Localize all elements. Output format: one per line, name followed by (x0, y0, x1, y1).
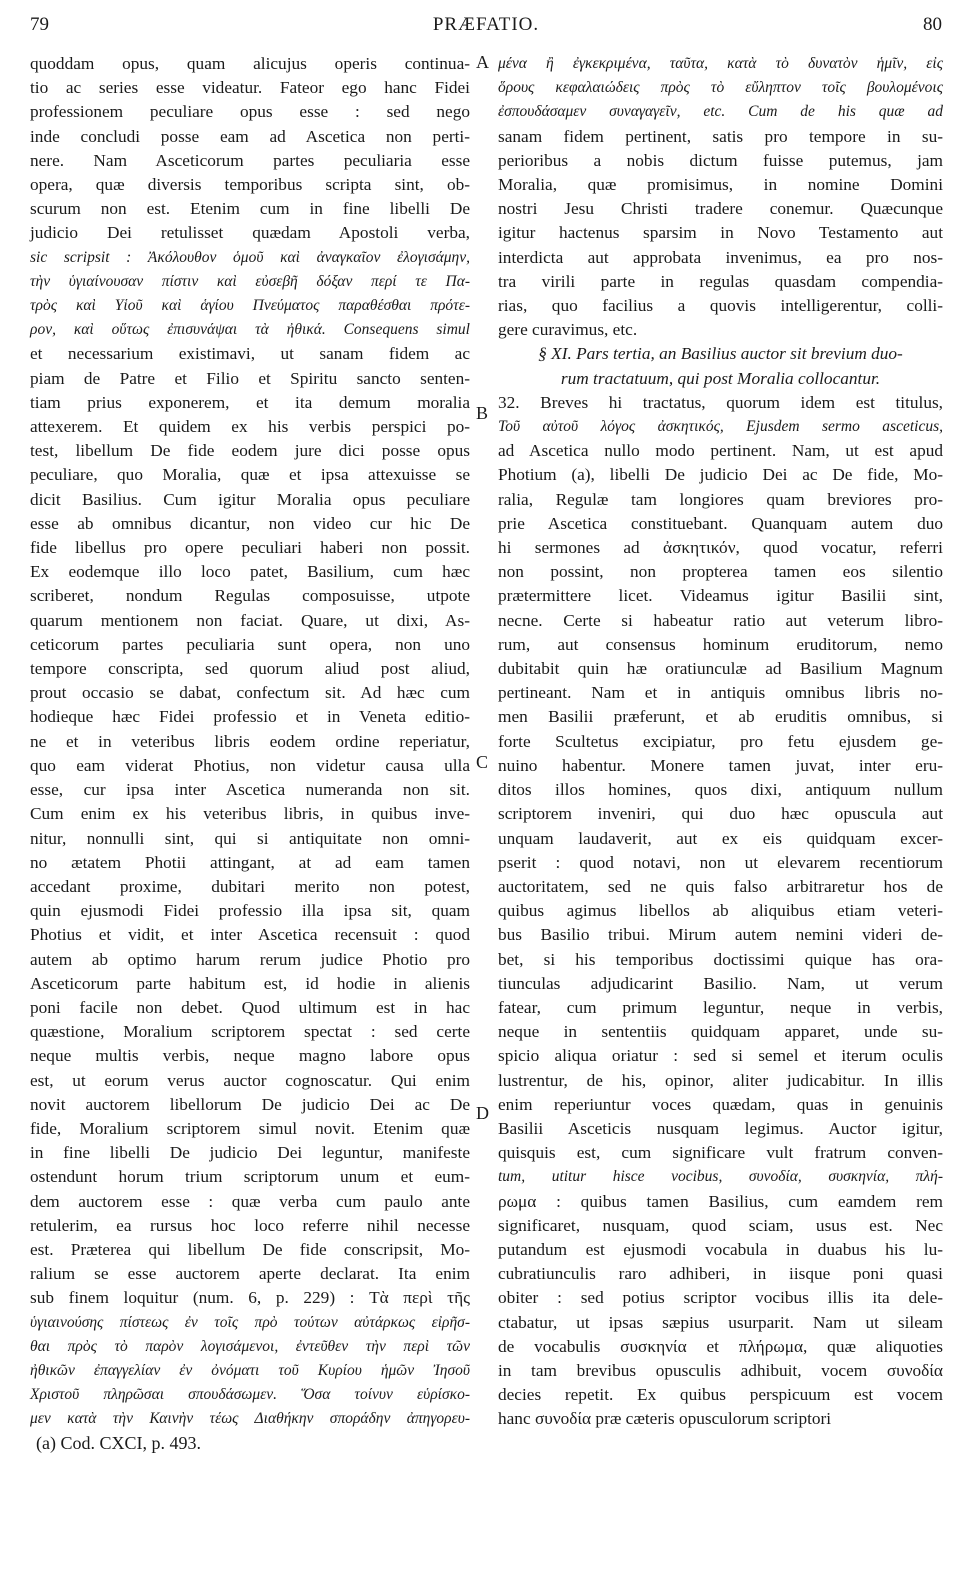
left-column-line: hodieque hæc Fidei professio et in Veneta editio- (30, 707, 470, 727)
page-header (30, 14, 942, 44)
left-column-line: Cum enim ex his veteribus libris, in quibus inve- (30, 804, 470, 824)
right-column-line: Moralia, quæ promisimus, in nomine Domini (498, 175, 943, 195)
right-column-line: nostri Jesu Christi tradere conemur. Quæcunque (498, 199, 943, 219)
left-column-line: nere. Nam Asceticorum partes peculiaria esse (30, 150, 470, 170)
left-column-line: μεν κατὰ τὴν Καινὴν τέως Διαθήκην σποράδην ἀπηγορευ- (30, 1410, 470, 1428)
left-column-line: judicio Dei retulisset quædam Apostoli verba, (30, 223, 470, 243)
left-column-line: dem auctorem esse : quæ verba cum paulo ante (30, 1191, 470, 1211)
left-column-line: scriberet, nondum Regulas composuisse, utpote (30, 586, 470, 606)
right-column-line: putandum est ejusmodi vocabula in duabus his lu- (498, 1239, 943, 1259)
right-column-line: pserit : quod notavi, non ut elevarem recentiorum (498, 852, 943, 872)
margin-letter-b: B (476, 403, 489, 423)
left-column-line: fide, Moralium scriptorem simul novit. Etenim quæ (30, 1118, 470, 1138)
right-column-line: forte Scultetus excipiatur, pro fetu ejusdem ge- (498, 731, 943, 751)
left-column-line: Asceticorum parte habitum est, id hodie in alienis (30, 973, 470, 993)
right-column-line: ditos illos homines, quos dixi, antiquum nullum (498, 780, 943, 800)
left-column-line: peculiare, quo Moralia, quæ et ipsa attexuisse se (30, 465, 470, 485)
right-column-line: μένα ἢ ἐγκεκριμένα, ταῦτα, κατὰ τὸ δυνατὸν ἡμῖν, εἰς (498, 55, 943, 72)
left-column-line: professionem peculiare opus esse : sed nego (30, 102, 470, 122)
left-column-line: τρὸς καὶ Υἱοῦ καὶ ἁγίου Πνεύματος παραθέσθαι πρότε- (30, 297, 470, 315)
left-column-line: quoddam opus, quam alicujus operis continua- (30, 54, 470, 73)
right-column-line: Τοῦ αὐτοῦ λόγος ἀσκητικός, Ejusdem sermo asceticus, (498, 418, 943, 436)
right-column-line: in tam brevibus opusculis adhibuit, vocem συνοδία (498, 1360, 943, 1380)
right-column-line: gere curavimus, etc. (498, 320, 638, 340)
left-column-line: dicit Basilius. Cum igitur Moralia opus peculiare (30, 489, 470, 509)
left-column-line: ralium se esse auctorem aperte declarat. Ita enim (30, 1264, 470, 1284)
right-column-line: bus Basilio tribui. Mirum autem nemini videri de- (498, 925, 943, 945)
right-column-line: ὅρους κεφαλαιώδεις πρὸς τὸ εὔληπτον τοῖς βουλομένοις (498, 79, 943, 97)
left-column-line: test, libellum De fide eodem jure dici posse opus (30, 441, 470, 461)
right-column-line: bet, si his temporibus doctissimi quique has ora- (498, 949, 943, 969)
right-column-line: ρωμα : quibus tamen Basilius, cum eamdem rem (498, 1191, 943, 1211)
running-title: PRÆFATIO. (432, 14, 540, 35)
right-column (498, 52, 943, 1432)
left-column-line: scurum non est. Etenim cum in fine libelli De (30, 199, 470, 219)
margin-letter-c: C (476, 752, 489, 772)
page-number-left: 79 (30, 14, 49, 35)
right-column-line: cubratiunculis raro adhiberi, in iisque poni quasi (498, 1264, 943, 1284)
left-column-line: Χριστοῦ πληρῶσαι σπουδάσωμεν. Ὅσα τοίνυν εὑρίσκο- (30, 1386, 470, 1404)
left-column-line: inde concludi posse eam ad Ascetica non perti- (30, 126, 470, 146)
right-column-line: prie Ascetica constituebant. Quanquam autem duo (498, 513, 943, 533)
right-column-line: necne. Certe si habeatur ratio aut veterum libro- (498, 610, 943, 630)
left-column-line: neque multis verbis, neque magno labore opus (30, 1046, 470, 1066)
margin-letter-a: A (476, 52, 489, 72)
left-column-line: accedant proxime, dubitari merito non potest, (30, 876, 470, 896)
left-column-line: ὑγιαινούσης πίστεως ἐν τοῖς πρὸ τούτων αὐτάρκως εἰρῆσ- (30, 1313, 470, 1331)
right-column-line: Basilii Asceticis nusquam legimus. Auctor igitur, (498, 1118, 943, 1138)
right-column-line: spicio aliqua oriatur : sed si semel et iterum oculis (498, 1046, 943, 1066)
right-column-line: de vocabulis συσκηνία et πλήρωμα, quæ aliquoties (498, 1336, 943, 1356)
left-column-line: Photius et vidit, et inter Ascetica recensuit : quod (30, 925, 470, 945)
right-column-line: interdicta aut approbata invenimus, ea pro nos- (498, 247, 943, 267)
right-column-line: 32. Breves hi tractatus, quorum idem est titulus, (498, 392, 943, 412)
left-column-line: no ætatem Photii attingant, at ad eam tamen (30, 852, 470, 872)
right-column-line: lustrentur, de his, opinor, aliter judicabitur. In illis (498, 1070, 943, 1090)
left-column-line: quo eam viderat Photius, non videtur causa ulla (30, 755, 470, 775)
right-column-line: prætermittere licet. Videamus igitur Basilii sint, (498, 586, 943, 606)
left-column-line: tio ac series esse videatur. Fateor ego hanc Fidei (30, 78, 470, 98)
left-column (30, 52, 470, 1432)
right-column-line: nuino habentur. Monere tamen juvat, inter eru- (498, 755, 943, 775)
left-column-line: est. Præterea qui libellum De fide conscripsit, Mo- (30, 1239, 470, 1259)
left-column-line: ρον, καὶ οὕτως ἐπισυνάψαι τὰ ἠθικά. Consequens simul (30, 321, 470, 339)
right-column-line: ctabatur, ut ipsas sæpius usurparit. Nam ut sileam (498, 1312, 943, 1332)
left-column-line: tempore conscripta, sed quorum aliud post aliud, (30, 659, 470, 679)
left-column-line: novit auctorem libellorum De judicio Dei ac De (30, 1094, 470, 1114)
right-column-line: decies repetit. Ex quibus perspicuum est vocem (498, 1385, 943, 1405)
left-column-line: prout occasio se dabat, confectum sit. Ad hæc cum (30, 683, 470, 703)
left-column-line: quarum mentionem non faciat. Quare, ut dixi, As- (30, 610, 470, 630)
right-column-line: hanc συνοδία præ cæteris opusculorum scriptori (498, 1409, 832, 1429)
right-column-line: men Basilii præferunt, et ab eruditis omnibus, si (498, 707, 943, 727)
right-column-line: igitur hactenus sparsim in Novo Testamento aut (498, 223, 943, 243)
left-column-line: tiam prius exponerem, et ita demum moralia (30, 392, 470, 412)
left-column-line: ceticorum partes peculiaria sunt opera, non uno (30, 634, 470, 654)
left-column-line: esse ab omnibus dicantur, non video cur hic De (30, 513, 470, 533)
right-column-line: rias, quo facilius a quovis intelligerentur, colli- (498, 296, 943, 316)
left-column-line: sub finem loquitur (num. 6, p. 229) : Τὰ περὶ τῆς (30, 1288, 470, 1308)
left-column-line: quæstione, Moralium scriptorem spectat : sed certe (30, 1022, 470, 1042)
right-column-line: tum, utitur hisce vocibus, συνοδία, συσκηνία, πλή- (498, 1168, 943, 1186)
left-column-line: piam de Patre et Filio et Spiritu sancto senten- (30, 368, 470, 388)
right-column-line: tra virili parte in regulas quasdam compendia- (498, 271, 943, 291)
left-column-line: ostendunt horum trium scriptorum unum et eum- (30, 1167, 470, 1187)
left-column-line: ἠθικῶν ἐπαγγελίαν ἐν ὀνόματι τοῦ Κυρίου ἡμῶν Ἰησοῦ (30, 1361, 470, 1379)
right-column-line: quibus agimus libellos ab aliquibus etiam veteri- (498, 901, 943, 921)
right-column-line: neque in sententiis quidquam apparet, unde su- (498, 1022, 943, 1042)
right-column-line: auctoritatem, sed ne quis falso arbitraretur hos de (498, 876, 943, 896)
left-column-line: et necessarium existimavi, ut sanam fidem ac (30, 344, 470, 364)
right-column-line: perioribus a nobis dictum fuisse putemus, jam (498, 150, 943, 170)
right-column-line: Photium (a), libelli De judicio Dei ac De fide, Mo- (498, 465, 943, 485)
left-column-line: θαι πρὸς τὸ παρὸν λογισάμενοι, ἐντεῦθεν τὴν περὶ τῶν (30, 1337, 470, 1355)
right-column-line: rum tractatuum, qui post Moralia collocantur. (560, 368, 881, 388)
left-column-line: autem ab optimo harum rerum judice Photio pro (30, 949, 470, 969)
right-column-line: enim reperiuntur voces quædam, quas in genuinis (498, 1094, 943, 1114)
left-column-line: Ex eodemque illo loco patet, Basilium, cum hæc (30, 562, 470, 582)
page-number-right: 80 (923, 14, 942, 35)
right-column-line: tiunculas adjudicarint Basilio. Nam, ut verum (498, 973, 943, 993)
left-column-line: poni facile non debet. Quod ultimum est in hac (30, 997, 470, 1017)
right-column-line: ralia, Regulæ tam longiores quam breviores pro- (498, 489, 943, 509)
footnote: (a) Cod. CXCI, p. 493. (36, 1433, 201, 1453)
right-column-line: fatear, cum primum leguntur, neque in verbis, (498, 997, 943, 1017)
right-column-line: non possint, non propterea tamen eos silentio (498, 562, 943, 582)
right-column-line: ἐσπουδάσαμεν συναγαγεῖν, etc. Cum de his quæ ad (498, 103, 943, 121)
margin-letter-d: D (476, 1103, 489, 1123)
left-column-line: in fine libelli De judicio Dei leguntur, manifeste (30, 1143, 470, 1163)
right-column-line: ad Ascetica nullo modo pertinent. Nam, ut est apud (498, 441, 943, 461)
left-column-line: fide libellus pro opere peculiari haberi non possit. (30, 538, 470, 558)
right-column-line: pertineant. Nam et in antiquis omnibus libris no- (498, 683, 943, 703)
right-column-line: obiter : sed potius scriptor vocibus illis ita dele- (498, 1288, 943, 1308)
right-column-line: rum, aut consensus hominum eruditorum, nemo (498, 634, 943, 654)
left-column-line: τὴν ὑγιαίνουσαν πίστιν καὶ εὐσεβῆ δόξαν περί τε Πα- (30, 272, 470, 290)
right-column-line: dubitabit quin hæ oratiunculæ ad Basilium Magnum (498, 659, 943, 679)
right-column-line: quisquis est, cum significare vult fratrum conven- (498, 1143, 943, 1163)
left-column-line: sic scripsit : Ἀκόλουθον ὁμοῦ καὶ ἀναγκαῖον ἐλογισάμην, (30, 248, 470, 266)
left-column-line: esse, cur ipsa inter Ascetica numeranda non sit. (30, 780, 470, 800)
left-column-line: retulerim, ea rursus hoc loco referre nihil necesse (30, 1215, 470, 1235)
right-column-line: sanam fidem pertinent, satis pro tempore in su- (498, 126, 943, 146)
right-column-line: significaret, nusquam, quod sciam, usus est. Nec (498, 1215, 943, 1235)
left-column-line: attexerem. Et quidem ex his verbis perspici po- (30, 417, 470, 437)
right-column-line: hi sermones ad ἀσκητικόν, quod vocatur, referri (498, 538, 943, 558)
right-column-line: scriptorem inveniri, qui duo hæc opuscula aut (498, 804, 943, 824)
left-column-line: nitur, nonnulli sint, qui si antiquitate non omni- (30, 828, 470, 848)
right-column-line: § XI. Pars tertia, an Basilius auctor sit brevium duo- (538, 344, 903, 364)
left-column-line: ne et in veteribus libris eodem ordine reperiatur, (30, 731, 470, 751)
left-column-line: est, ut eorum verus auctor cognoscatur. Qui enim (30, 1070, 470, 1090)
right-column-line: unquam laudaverit, aut ex eis quidquam excer- (498, 828, 943, 848)
left-column-line: quin ejusmodi Fidei professio illa ipsa sit, quam (30, 901, 470, 921)
left-column-line: opera, quæ diversis temporibus scripta sint, ob- (30, 175, 470, 195)
